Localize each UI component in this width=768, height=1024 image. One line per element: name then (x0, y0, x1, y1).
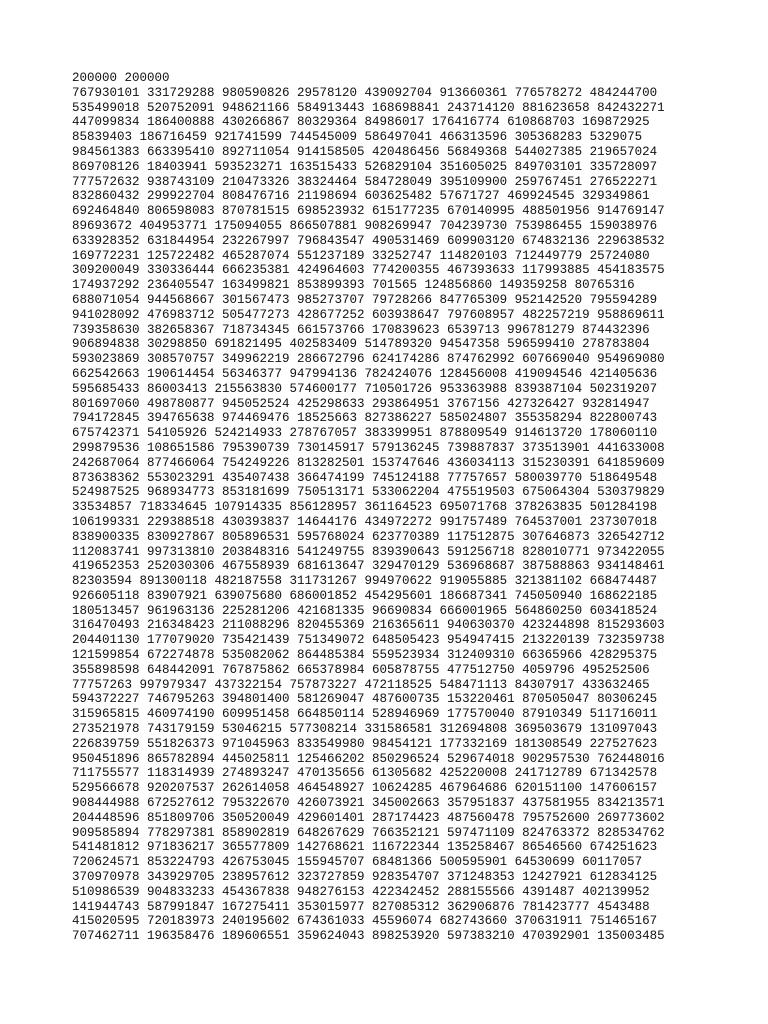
number-row: 174937292 236405547 163499821 853899393 701565 124856860 149359258 80765316 (72, 278, 635, 293)
number-row: 838900335 830927867 805896531 595768024 623770389 117512875 307646873 326542712 (72, 529, 665, 544)
number-row: 309200049 330336444 666235381 424964603 774200355 467393633 117993885 454183575 (72, 263, 665, 278)
number-row: 801697060 498780877 945052524 425298633 293864951 3767156 427326427 932814947 (72, 396, 650, 411)
number-row: 510986539 904833233 454367838 948276153 422342452 288155566 4391487 402139952 (72, 884, 650, 899)
number-row: 984561383 663395410 892711054 914158505 420486456 56849368 544027385 219657024 (72, 144, 658, 159)
number-row: 370970978 343929705 238957612 323727859 928354707 371248353 12427921 612834125 (72, 870, 658, 885)
number-row: 675742371 54105926 524214933 278767057 383399951 878809549 914613720 178060110 (72, 426, 658, 441)
number-row: 112083741 997313810 203848316 541249755 839390643 591256718 828010771 973422055 (72, 544, 665, 559)
number-row: 141944743 587991847 167275411 353015977 827085312 362906876 781423777 4543488 (72, 899, 650, 914)
number-row: 316470493 216348423 211088296 820455369 216365611 940630370 423244898 815293603 (72, 618, 665, 633)
number-row: 355898598 648442091 767875862 665378984 605878755 477512750 4059796 495252506 (72, 662, 650, 677)
number-row: 908444988 672527612 795322670 426073921 345002663 357951837 437581955 834213571 (72, 796, 665, 811)
number-row: 541481812 971836217 365577809 142768621 116722344 135258467 86546560 674251623 (72, 840, 658, 855)
number-row: 739358630 382658367 718734345 661573766 170839623 6539713 996781279 874432396 (72, 322, 650, 337)
number-row: 77757263 997979347 437322154 757873227 472118525 548471113 84307917 433632465 (72, 677, 650, 692)
number-row: 794172845 394765638 974469476 18525663 827386227 585024807 355358294 822800743 (72, 411, 658, 426)
text-document (72, 71, 762, 944)
number-row: 89693672 404953771 175094055 866507881 908269947 704239730 753986455 159038976 (72, 218, 658, 233)
number-row: 204401130 177079020 735421439 751349072 648505423 954947415 213220139 732359738 (72, 633, 665, 648)
number-row: 204448596 851809706 350520049 429601401 287174423 487560478 795752600 269773602 (72, 810, 665, 825)
header-line: 200000 200000 (72, 71, 170, 85)
number-row: 711755577 118314939 274893247 470135656 61305682 425220008 241712789 671342578 (72, 766, 658, 781)
number-row: 447099834 186400888 430266867 80329364 84986017 176416774 610868703 169872925 (72, 115, 650, 130)
number-row: 688071054 944568667 301567473 985273707 79728266 847765309 952142520 795594289 (72, 292, 658, 307)
number-row: 529566678 920207537 262614058 464548927 10624285 467964686 620151100 147606157 (72, 781, 658, 796)
number-row: 906894838 30298850 691821495 402583409 514789320 94547358 596599410 278783804 (72, 337, 650, 352)
number-row: 180513457 961963136 225281206 421681335 96690834 666001965 564860250 603418524 (72, 603, 658, 618)
number-row: 909585894 778297381 858902819 648267629 766352121 597471109 824763372 828534762 (72, 825, 665, 840)
number-row: 662542663 190614454 56346377 947994136 782424076 128456008 419094546 421405636 (72, 366, 658, 381)
number-row: 415020595 720183973 240195602 674361033 45596074 682743660 370631911 751465167 (72, 914, 658, 929)
number-row: 299879536 108651586 795390739 730145917 579136245 739887837 373513901 441633008 (72, 440, 665, 455)
number-row: 593023869 308570757 349962219 286672796 624174286 874762992 607669040 954969080 (72, 352, 665, 367)
number-row: 33534857 718334645 107914335 856128957 361164523 695071768 378263835 501284198 (72, 500, 658, 515)
number-row: 85839403 186716459 921741599 744545009 586497041 466313596 305368283 5329075 (72, 130, 643, 145)
number-row: 633928352 631844954 232267997 796843547 490531469 609903120 674832136 229638532 (72, 233, 665, 248)
number-row: 941028092 476983712 505477273 428677252 603938647 797608957 482257219 958869611 (72, 307, 665, 322)
number-row: 767930101 331729288 980590826 29578120 439092704 913660361 776578272 484244700 (72, 85, 658, 100)
number-row: 169772231 125722482 465287074 551237189 33252747 114820103 712449779 25724080 (72, 248, 650, 263)
number-row: 524987525 968934773 853181699 750513171 533062204 475519503 675064304 530379829 (72, 485, 665, 500)
number-row: 535499018 520752091 948621166 584913443 168698841 243714120 881623658 842432271 (72, 100, 665, 115)
number-row: 82303594 891300118 482187558 311731267 994970622 919055885 321381102 668474487 (72, 574, 658, 589)
number-row: 106199331 229388518 430393837 14644176 434972272 991757489 764537001 237307018 (72, 514, 658, 529)
number-row: 692464840 806598083 870781515 698523932 615177235 670140995 488501956 914769147 (72, 204, 665, 219)
number-row: 419652353 252030306 467558939 681613647 329470129 536968687 387588863 934148461 (72, 559, 665, 574)
number-row: 595685433 86003413 215563830 574600177 710501726 953363988 839387104 502319207 (72, 381, 658, 396)
number-row: 315965815 460974190 609951458 664850114 528946969 177570040 87910349 511716011 (72, 707, 658, 722)
number-row: 594372227 746795263 394801400 581269047 487600735 153220461 870505047 80306245 (72, 692, 658, 707)
number-row: 873638362 553023291 435407438 366474199 745124188 77757657 580039770 518649548 (72, 470, 658, 485)
number-row: 832860432 299922704 808476716 21198694 603625482 57671727 469924545 329349861 (72, 189, 650, 204)
number-row: 950451896 865782894 445025811 125466202 850296524 529674018 902957530 762448016 (72, 751, 665, 766)
number-row: 869708126 18403941 593523271 163515433 526829104 351605025 849703101 335728097 (72, 159, 658, 174)
number-row: 242687064 877466064 754249226 813282501 153747646 436034113 315230391 641859609 (72, 455, 665, 470)
number-row: 226839759 551826373 971045963 833549980 98454121 177332169 181308549 227527623 (72, 736, 658, 751)
number-row: 121599854 672274878 535082062 864485384 559523934 312409310 66365966 428295375 (72, 648, 658, 663)
number-row: 777572632 938743109 210473326 38324464 584728049 395109900 259767451 276522271 (72, 174, 658, 189)
number-row: 720624571 853224793 426753045 155945707 68481366 500595901 64530699 60117057 (72, 855, 643, 870)
number-row: 926605118 83907921 639075680 686001852 454295601 186687341 745050940 168622185 (72, 588, 658, 603)
number-row: 707462711 196358476 189606551 359624043 898253920 597383210 470392901 135003485 (72, 929, 665, 944)
number-row: 273521978 743179159 53046215 577308214 331586581 312694808 369503679 131097043 (72, 722, 658, 737)
